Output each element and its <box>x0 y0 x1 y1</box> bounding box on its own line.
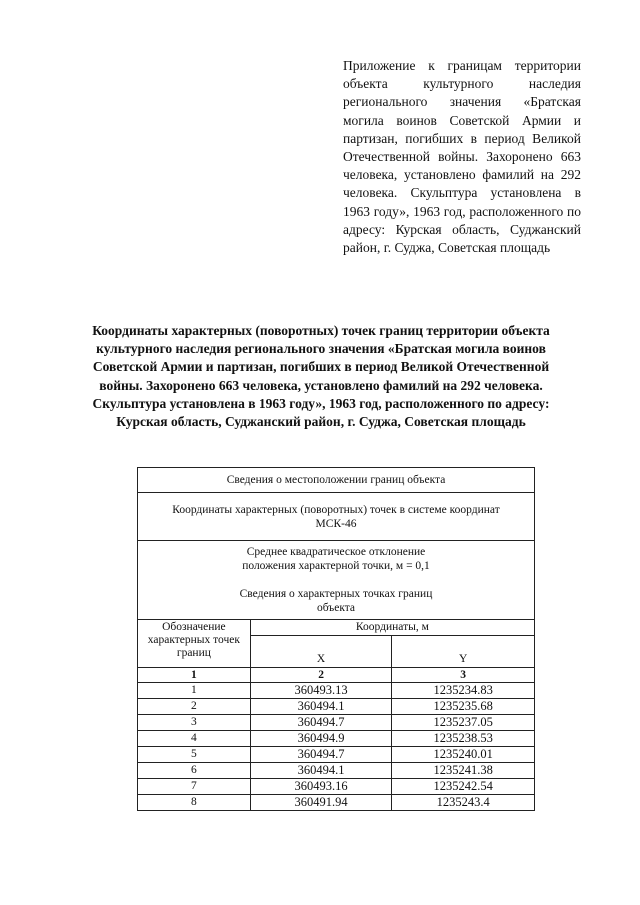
y-header: Y <box>392 636 535 668</box>
point-designation-header: Обозначение характерных точек границ <box>138 620 251 668</box>
column-number: 1 <box>138 668 251 683</box>
table-row <box>138 699 535 715</box>
location-header: Сведения о местоположении границ объекта <box>138 468 535 493</box>
coordinates-table <box>137 467 535 811</box>
x-value: 360494.7 <box>250 747 392 763</box>
table-row <box>138 731 535 747</box>
rms-info-cell <box>138 541 535 620</box>
x-value: 360491.94 <box>250 795 392 811</box>
point-id: 3 <box>138 715 251 731</box>
coordinates-header: Координаты, м <box>250 620 534 636</box>
point-id: 1 <box>138 683 251 699</box>
appendix-note: Приложение к границам территории объекта культурного наследия регионального значения «Братская могила воинов Советской Армии и партизан, погибших в период Великой Отечественной войны. Захоронено 663 человека, установлено фамилий на 292 человека. Скульптура установлена в 1963 году», 1963 год, расположенного по адресу: Курская область, Суджанский район, г. Суджа, Советская площадь <box>343 58 581 256</box>
points-info: Сведения о характерных точках границ объекта <box>239 588 433 614</box>
table-row <box>138 763 535 779</box>
y-value: 1235243.4 <box>392 795 535 811</box>
x-value: 360494.1 <box>250 699 392 715</box>
column-number: 3 <box>392 668 535 683</box>
y-value: 1235240.01 <box>392 747 535 763</box>
point-id: 8 <box>138 795 251 811</box>
y-value: 1235237.05 <box>392 715 535 731</box>
table-row <box>138 683 535 699</box>
rms-error: Среднее квадратическое отклонение положения характерной точки, м = 0,1 <box>242 546 430 572</box>
y-value: 1235241.38 <box>392 763 535 779</box>
y-value: 1235242.54 <box>392 779 535 795</box>
table-row <box>138 779 535 795</box>
document-title: Координаты характерных (поворотных) точек границ территории объекта культурного наследия регионального значения «Братская могила воинов Советской Армии и партизан, погибших в период Великой Отечественной войны. Захоронено 663 человека, установлено фамилий на 292 человека. Скульптура установлена в 1963 году», 1963 год, расположенного по адресу: Курская область, Суджанский район, г. Суджа, Советская площадь <box>92 323 550 430</box>
point-id: 4 <box>138 731 251 747</box>
x-header: X <box>250 636 392 668</box>
point-id: 2 <box>138 699 251 715</box>
x-value: 360493.16 <box>250 779 392 795</box>
x-value: 360494.9 <box>250 731 392 747</box>
table-row <box>138 795 535 811</box>
point-id: 5 <box>138 747 251 763</box>
point-id: 7 <box>138 779 251 795</box>
table-row <box>138 747 535 763</box>
x-value: 360494.7 <box>250 715 392 731</box>
x-value: 360493.13 <box>250 683 392 699</box>
y-value: 1235234.83 <box>392 683 535 699</box>
y-value: 1235235.68 <box>392 699 535 715</box>
y-value: 1235238.53 <box>392 731 535 747</box>
point-id: 6 <box>138 763 251 779</box>
table-row <box>138 715 535 731</box>
coord-system-cell: Координаты характерных (поворотных) точек в системе координат МСК-46 <box>138 493 535 541</box>
column-number: 2 <box>250 668 392 683</box>
x-value: 360494.1 <box>250 763 392 779</box>
